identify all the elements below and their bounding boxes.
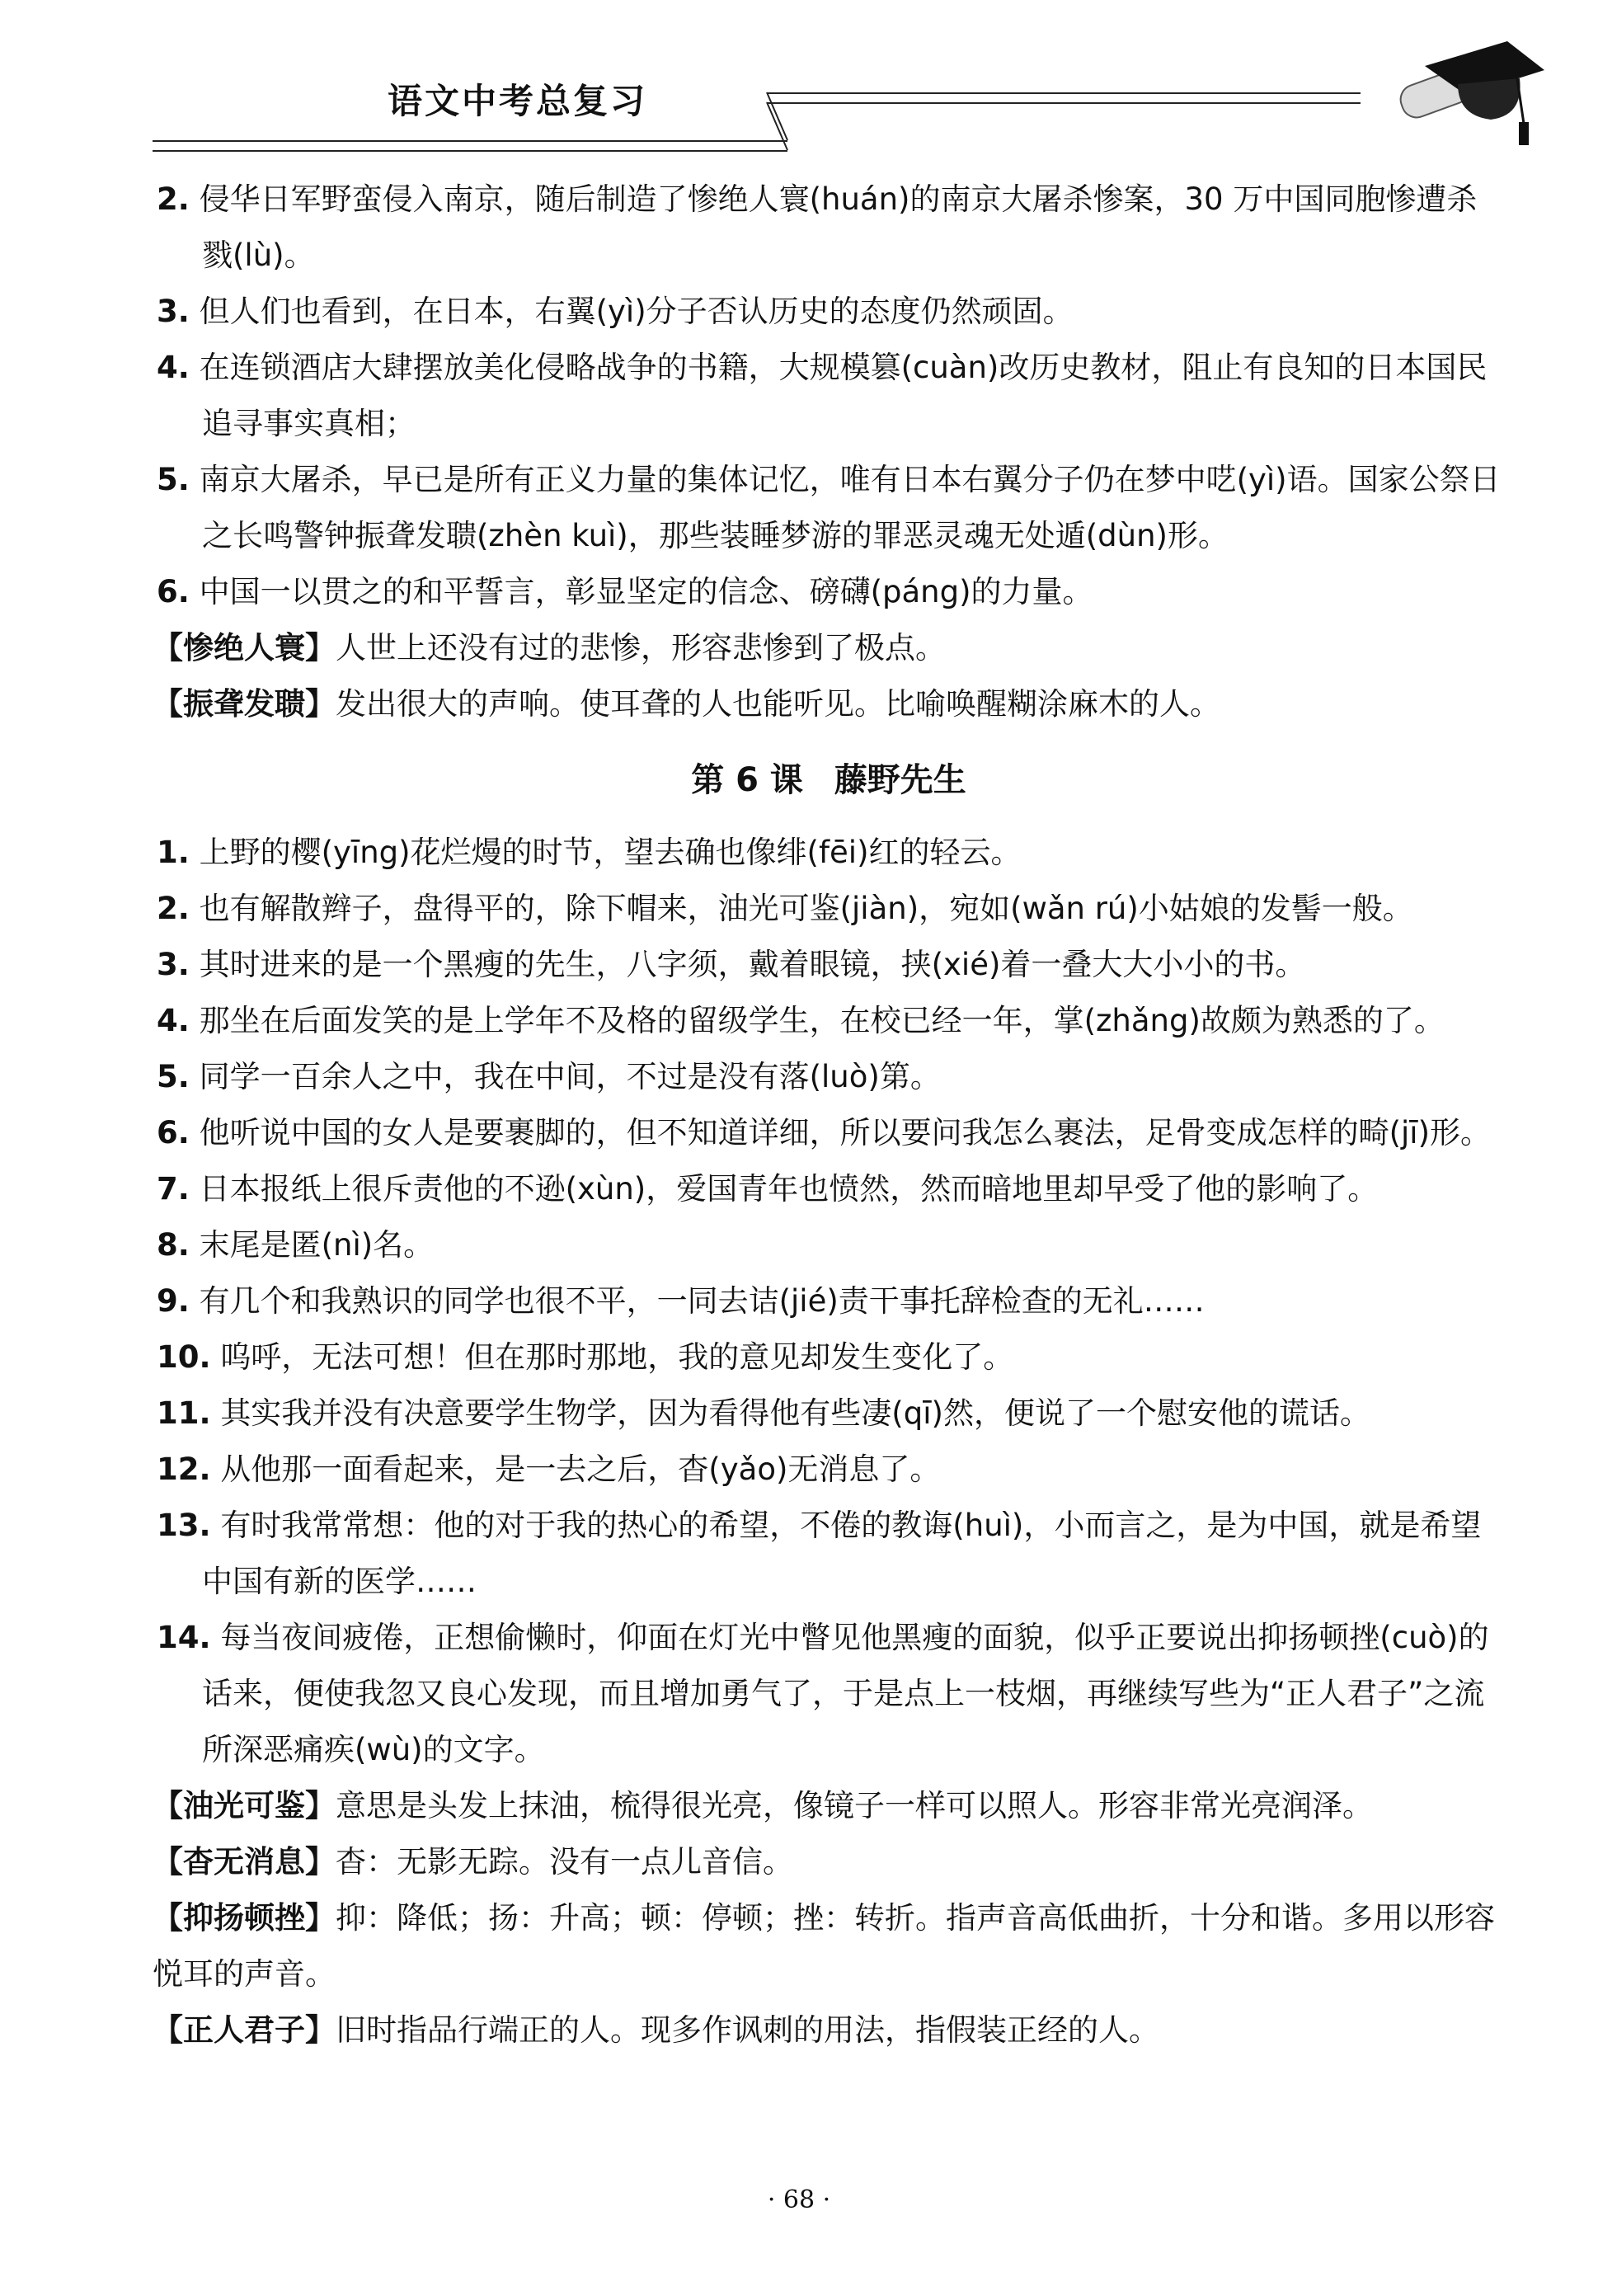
item-number: 6. (157, 1115, 190, 1150)
definition-item (153, 1778, 1501, 1834)
header-rule-lower (153, 140, 787, 142)
item-number: 3. (157, 947, 190, 982)
item-number: 10. (157, 1339, 211, 1375)
list-item (157, 1329, 1501, 1386)
page-number: · 68 · (767, 2185, 831, 2214)
list-item (157, 825, 1501, 881)
definition-text: 杳：无影无踪。没有一点儿音信。 (336, 1844, 793, 1880)
item-number: 5. (157, 1059, 190, 1094)
definition-term: 【正人君子】 (153, 2012, 336, 2048)
definition-term: 【杳无消息】 (153, 1844, 336, 1880)
item-text: 那坐在后面发笑的是上学年不及格的留级学生，在校已经一年，掌(zhǎng)故颇为熟悉的了。 (199, 1003, 1445, 1038)
lesson-title: 藤野先生 (834, 761, 966, 799)
definition-text: 抑：降低；扬：升高；顿：停顿；挫：转折。指声音高低曲折，十分和谐。多用以形容悦耳的声音。 (153, 1900, 1495, 1992)
item-text: 有几个和我熟识的同学也很不平，一同去诘(jié)责干事托辞检查的无礼…… (199, 1283, 1205, 1319)
item-number: 7. (157, 1171, 190, 1207)
definition-term: 【油光可鉴】 (153, 1788, 336, 1823)
item-text: 他听说中国的女人是要裹脚的，但不知道详细，所以要问我怎么裹法，足骨变成怎样的畸(jī)形。 (199, 1115, 1492, 1150)
section-2-items (157, 825, 1501, 1778)
header-title: 语文中考总复习 (388, 81, 648, 121)
list-item (157, 1161, 1501, 1217)
section-2-definitions (153, 1778, 1501, 2058)
item-number: 9. (157, 1283, 190, 1319)
list-item (157, 1498, 1501, 1610)
definition-item (153, 676, 1501, 732)
definition-item (153, 620, 1501, 676)
list-item (157, 564, 1501, 620)
item-text: 每当夜间疲倦，正想偷懒时，仰面在灯光中瞥见他黑瘦的面貌，似乎正要说出抑扬顿挫(cuò)的话来，便使我忽又良心发现，而且增加勇气了，于是点上一枝烟，再继续写些为“正人君子”之流所深恶痛疾(wù)的文字。 (202, 1620, 1489, 1767)
list-item (157, 881, 1501, 937)
section-1-items (157, 172, 1501, 620)
item-number: 4. (157, 350, 190, 385)
item-number: 11. (157, 1395, 211, 1431)
list-item (157, 1217, 1501, 1273)
item-text: 其时进来的是一个黑瘦的先生，八字须，戴着眼镜，挟(xié)着一叠大大小小的书。 (199, 947, 1306, 982)
page-header (0, 0, 1598, 165)
list-item (157, 172, 1501, 284)
list-item (157, 1442, 1501, 1498)
definition-text: 旧时指品行端正的人。现多作讽刺的用法，指假装正经的人。 (336, 2012, 1159, 2048)
header-rule-upper (767, 92, 1361, 94)
item-number: 1. (157, 835, 190, 870)
list-item (157, 1105, 1501, 1161)
lesson-heading (157, 752, 1501, 808)
list-item (157, 452, 1501, 564)
item-text: 在连锁酒店大肆摆放美化侵略战争的书籍，大规模篡(cuàn)改历史教材，阻止有良知的日本国民追寻事实真相； (199, 350, 1488, 441)
section-1-definitions (153, 620, 1501, 732)
list-item (157, 1273, 1501, 1329)
definition-text: 人世上还没有过的悲惨，形容悲惨到了极点。 (336, 630, 946, 666)
item-text: 上野的樱(yīng)花烂熳的时节，望去确也像绯(fēi)红的轻云。 (199, 835, 1022, 870)
page-content (153, 172, 1501, 2058)
item-text: 南京大屠杀，早已是所有正义力量的集体记忆，唯有日本右翼分子仍在梦中呓(yì)语。国家公祭日之长鸣警钟振聋发聩(zhèn kuì)，那些装睡梦游的罪恶灵魂无处遁(dùn)形。 (199, 462, 1501, 553)
definition-term: 【抑扬顿挫】 (153, 1900, 336, 1936)
definition-item (153, 1890, 1501, 2002)
item-text: 侵华日军野蛮侵入南京，随后制造了惨绝人寰(huán)的南京大屠杀惨案，30 万中国同胞惨遭杀戮(lù)。 (199, 181, 1478, 273)
item-text: 中国一以贯之的和平誓言，彰显坚定的信念、磅礴(páng)的力量。 (199, 574, 1093, 609)
list-item (157, 993, 1501, 1049)
item-text: 同学一百余人之中，我在中间，不过是没有落(luò)第。 (199, 1059, 941, 1094)
header-rule-lower-2 (153, 150, 787, 152)
item-text: 呜呼，无法可想！但在那时那地，我的意见却发生变化了。 (220, 1339, 1014, 1375)
item-text: 从他那一面看起来，是一去之后，杳(yǎo)无消息了。 (220, 1451, 941, 1487)
item-text: 也有解散辫子，盘得平的，除下帽来，油光可鉴(jiàn)，宛如(wǎn rú)小姑娘的发髻一般。 (199, 891, 1413, 926)
item-number: 6. (157, 574, 190, 609)
definition-item (153, 1834, 1501, 1890)
header-rule-upper-2 (767, 102, 1361, 104)
definition-text: 发出很大的声响。使耳聋的人也能听见。比喻唤醒糊涂麻木的人。 (336, 686, 1220, 722)
item-number: 13. (157, 1508, 211, 1543)
item-text: 但人们也看到，在日本，右翼(yì)分子否认历史的态度仍然顽固。 (199, 294, 1074, 329)
definition-text: 意思是头发上抹油，梳得很光亮，像镜子一样可以照人。形容非常光亮润泽。 (336, 1788, 1373, 1823)
item-text: 日本报纸上很斥责他的不逊(xùn)，爱国青年也愤然，然而暗地里却早受了他的影响了。 (199, 1171, 1379, 1207)
item-number: 2. (157, 181, 190, 217)
list-item (157, 1610, 1501, 1778)
definition-term: 【振聋发聩】 (153, 686, 336, 722)
list-item (157, 937, 1501, 993)
item-text: 有时我常常想：他的对于我的热心的希望，不倦的教诲(huì)，小而言之，是为中国，就是希望中国有新的医学…… (202, 1508, 1482, 1599)
list-item (157, 284, 1501, 340)
definition-item (153, 2002, 1501, 2058)
item-number: 8. (157, 1227, 190, 1263)
list-item (157, 340, 1501, 452)
item-number: 4. (157, 1003, 190, 1038)
item-number: 3. (157, 294, 190, 329)
header-rule-bend (763, 89, 812, 155)
list-item (157, 1386, 1501, 1442)
item-text: 末尾是匿(nì)名。 (199, 1227, 435, 1263)
item-number: 5. (157, 462, 190, 497)
graduation-cap-icon (1392, 33, 1549, 157)
lesson-number: 第 6 课 (691, 761, 803, 799)
item-number: 2. (157, 891, 190, 926)
item-text: 其实我并没有决意要学生物学，因为看得他有些凄(qī)然，便说了一个慰安他的谎话。 (220, 1395, 1370, 1431)
item-number: 14. (157, 1620, 211, 1655)
definition-term: 【惨绝人寰】 (153, 630, 336, 666)
item-number: 12. (157, 1451, 211, 1487)
list-item (157, 1049, 1501, 1105)
